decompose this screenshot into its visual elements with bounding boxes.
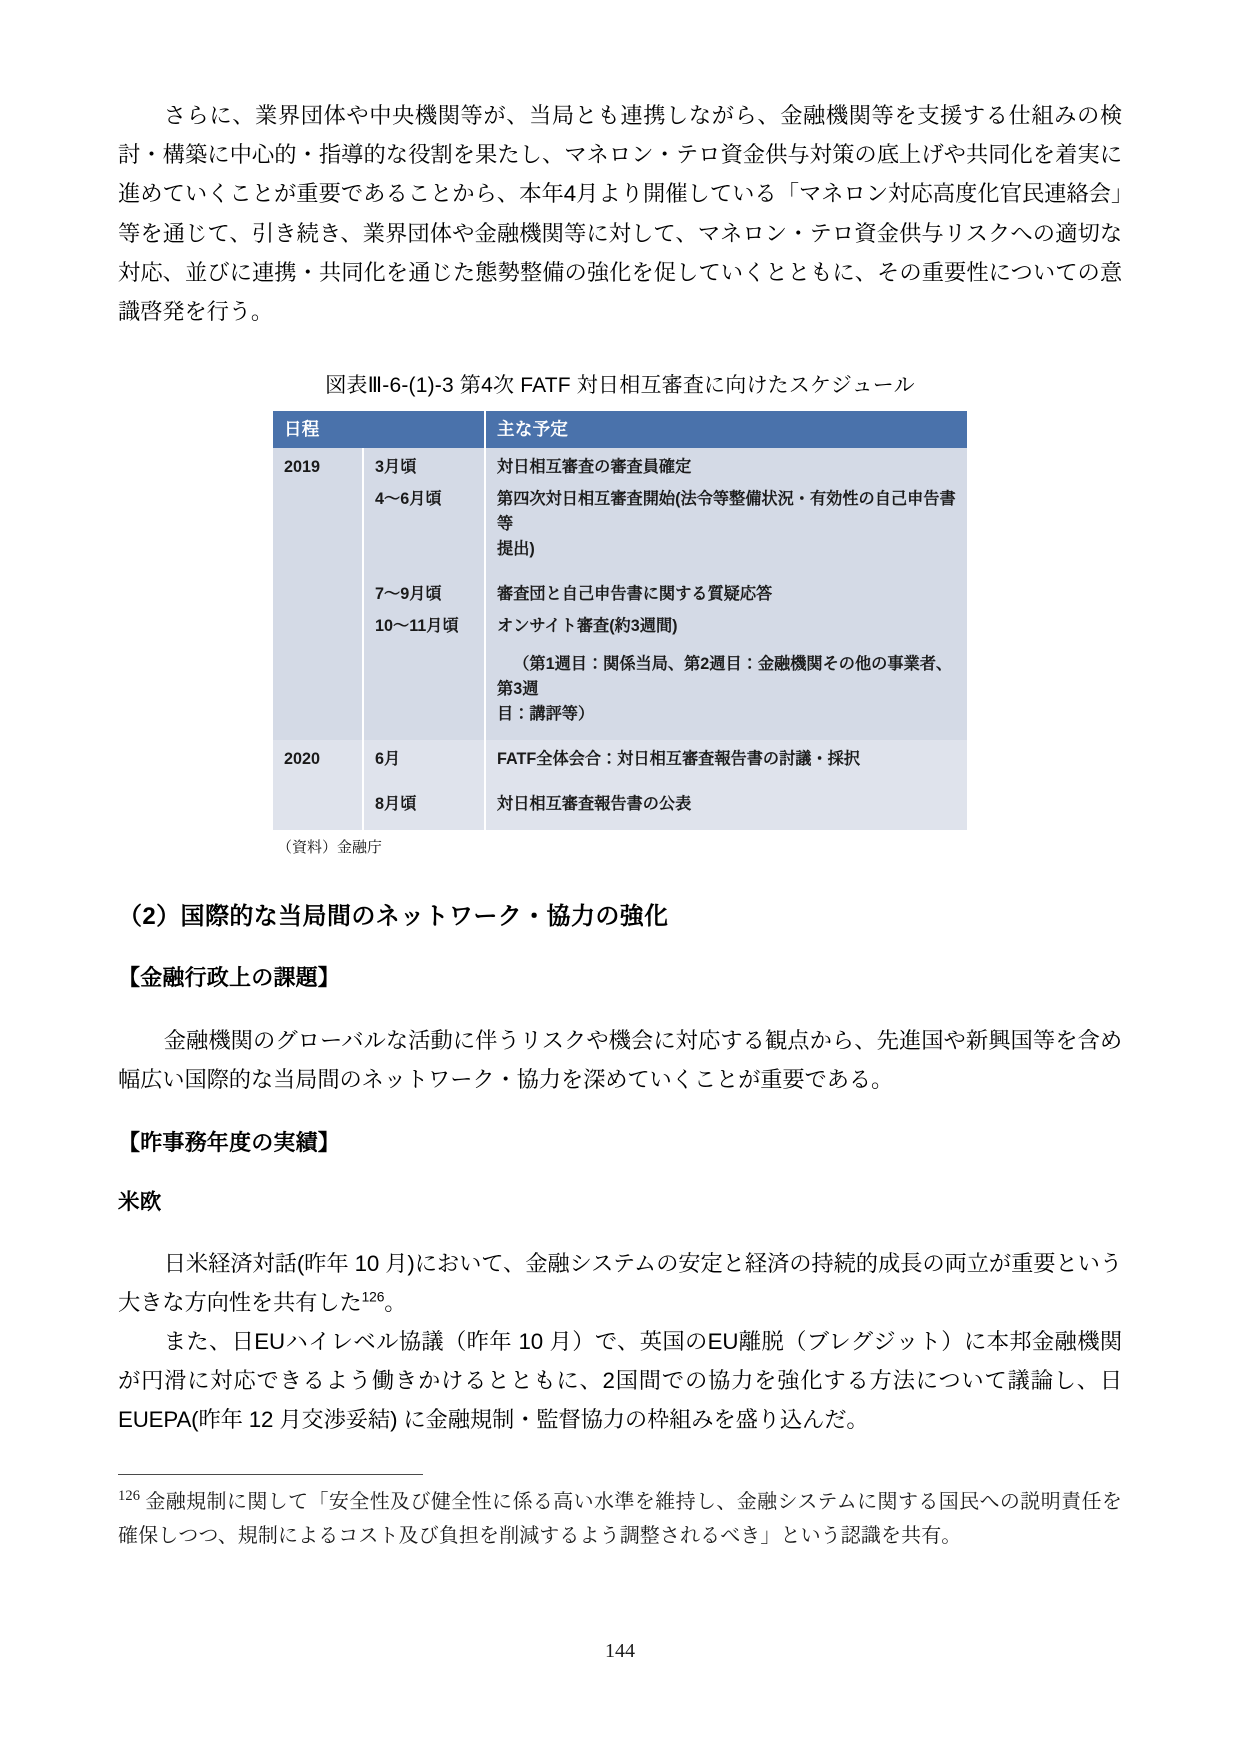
figure-table-wrapper (273, 411, 967, 859)
subheading-region-us-eu: 米欧 (118, 1189, 162, 1214)
event-line: 対日相互審査の審査員確定 (497, 458, 692, 477)
event-line: （第1週目：関係当局、第2週目：金融機関その他の事業者、第3週 (497, 655, 953, 699)
table-row (273, 772, 967, 830)
table-head (273, 411, 967, 448)
page-content (118, 96, 1122, 1440)
month-line: 7～9月頃 (375, 585, 442, 604)
cell-event (485, 562, 967, 607)
table-row (273, 607, 967, 740)
spacer (118, 935, 1122, 961)
event-line: 第四次対日相互審査開始(法令等整備状況・有効性の自己申告書等 (497, 490, 956, 534)
subheading-policy-issues: 【金融行政上の課題】 (118, 965, 341, 991)
page-number: 144 (605, 1640, 635, 1662)
cell-month (363, 772, 485, 830)
footnote-126 (118, 1485, 1122, 1553)
footnote-reference-126: 126 (361, 1288, 385, 1305)
column-header-main-plan: 主な予定 (485, 411, 967, 448)
spacer (118, 1100, 1122, 1126)
footnote-body: 金融規制に関して「安全性及び健全性に係る高い水準を維持し、金融システムに関する国民への説明責任を確保しつつ、規制によるコスト及び負担を削減するよう調整されるべき」という認識を共有。 (118, 1491, 1122, 1547)
paragraph-policy-issue: 金融機関のグローバルな活動に伴うリスクや機会に対応する観点から、先進国や新興国等を含め幅広い国際的な当局間のネットワーク・協力を深めていくことが重要である。 (118, 1028, 1122, 1093)
footnote-area (118, 1474, 1122, 1553)
spacer (118, 1160, 1122, 1186)
spacer (118, 859, 1122, 899)
table-row (273, 448, 967, 480)
table-row (273, 740, 967, 772)
table-row (273, 562, 967, 607)
cell-event (485, 448, 967, 480)
figure-fatf-schedule (118, 371, 1122, 859)
section-heading-2: （2）国際的な当局間のネットワーク・協力の強化 (118, 903, 669, 931)
cell-month (363, 562, 485, 607)
column-header-schedule: 日程 (273, 411, 485, 448)
cell-year: 2020 (273, 740, 363, 830)
footnote-divider (118, 1474, 423, 1475)
fatf-schedule-table (273, 411, 967, 830)
table-header-row (273, 411, 967, 448)
event-line: 審査団と自己申告書に関する質疑応答 (497, 585, 773, 604)
figure-caption: 図表Ⅲ-6-(1)-3 第4次 FATF 対日相互審査に向けたスケジュール (325, 374, 915, 398)
paragraph-japan-eu: また、日EUハイレベル協議（昨年 10 月）で、英国のEU離脱（ブレグジット）に本邦金融機関が円滑に対応できるよう働きかけるとともに、2国間での協力を強化する方法について議論し、日EUEPA(昨年 12 月交渉妥結) に金融規制・監督協力の枠組みを盛り込んだ。 (118, 1329, 1122, 1433)
paragraph-us-japan-dialogue (118, 1244, 1122, 1322)
spacer (118, 995, 1122, 1021)
cell-spacer (497, 779, 957, 792)
table-row (273, 480, 967, 562)
event-line: 提出) (497, 540, 535, 559)
spacer (118, 1218, 1122, 1244)
spacer (118, 331, 1122, 371)
event-line: 目：講評等） (497, 705, 595, 724)
cell-event (485, 772, 967, 830)
footnote-number: 126 (118, 1488, 141, 1505)
event-line: FATF全体会合：対日相互審査報告書の討議・採択 (497, 750, 861, 769)
paragraph-aml-support: さらに、業界団体や中央機関等が、当局とも連携しながら、金融機関等を支援する仕組みの検討・構築に中心的・指導的な役割を果たし、マネロン・テロ資金供与対策の底上げや共同化を着実に進めていくことが重要であることから、本年4月より開催している「マネロン対応高度化官民連絡会」等を通じて、引き続き、業界団体や金融機関等に対して、マネロン・テロ資金供与リスクへの適切な対応、並びに連携・共同化を通じた態勢整備の強化を促していくとともに、その重要性についての意識啓発を行う。 (118, 103, 1122, 325)
subheading-last-year-results: 【昨事務年度の実績】 (118, 1129, 341, 1155)
cell-month: 3月頃 (363, 448, 485, 480)
cell-month: 6月 (363, 740, 485, 772)
cell-month: 10～11月頃 (363, 607, 485, 740)
figure-source: （資料）金融庁 (277, 839, 383, 857)
paragraph-text-after-footnote: 。 (384, 1289, 407, 1315)
cell-event (485, 740, 967, 772)
cell-spacer (375, 569, 484, 582)
cell-spacer (497, 817, 957, 830)
cell-month: 4～6月頃 (363, 480, 485, 562)
cell-event (485, 607, 967, 740)
event-line: 対日相互審査報告書の公表 (497, 795, 692, 814)
cell-event (485, 480, 967, 562)
cell-spacer (497, 727, 957, 740)
cell-spacer (375, 779, 484, 792)
paragraph-text-before-footnote: 日米経済対話(昨年 10 月)において、金融システムの安定と経済の持続的成長の両立が重要という大きな方向性を共有した (118, 1250, 1122, 1315)
month-line: 8月頃 (375, 795, 417, 814)
table-body (273, 448, 967, 830)
cell-spacer (497, 569, 957, 582)
cell-year: 2019 (273, 448, 363, 740)
event-line: オンサイト審査(約3週間) (497, 617, 678, 636)
cell-spacer (375, 817, 484, 830)
